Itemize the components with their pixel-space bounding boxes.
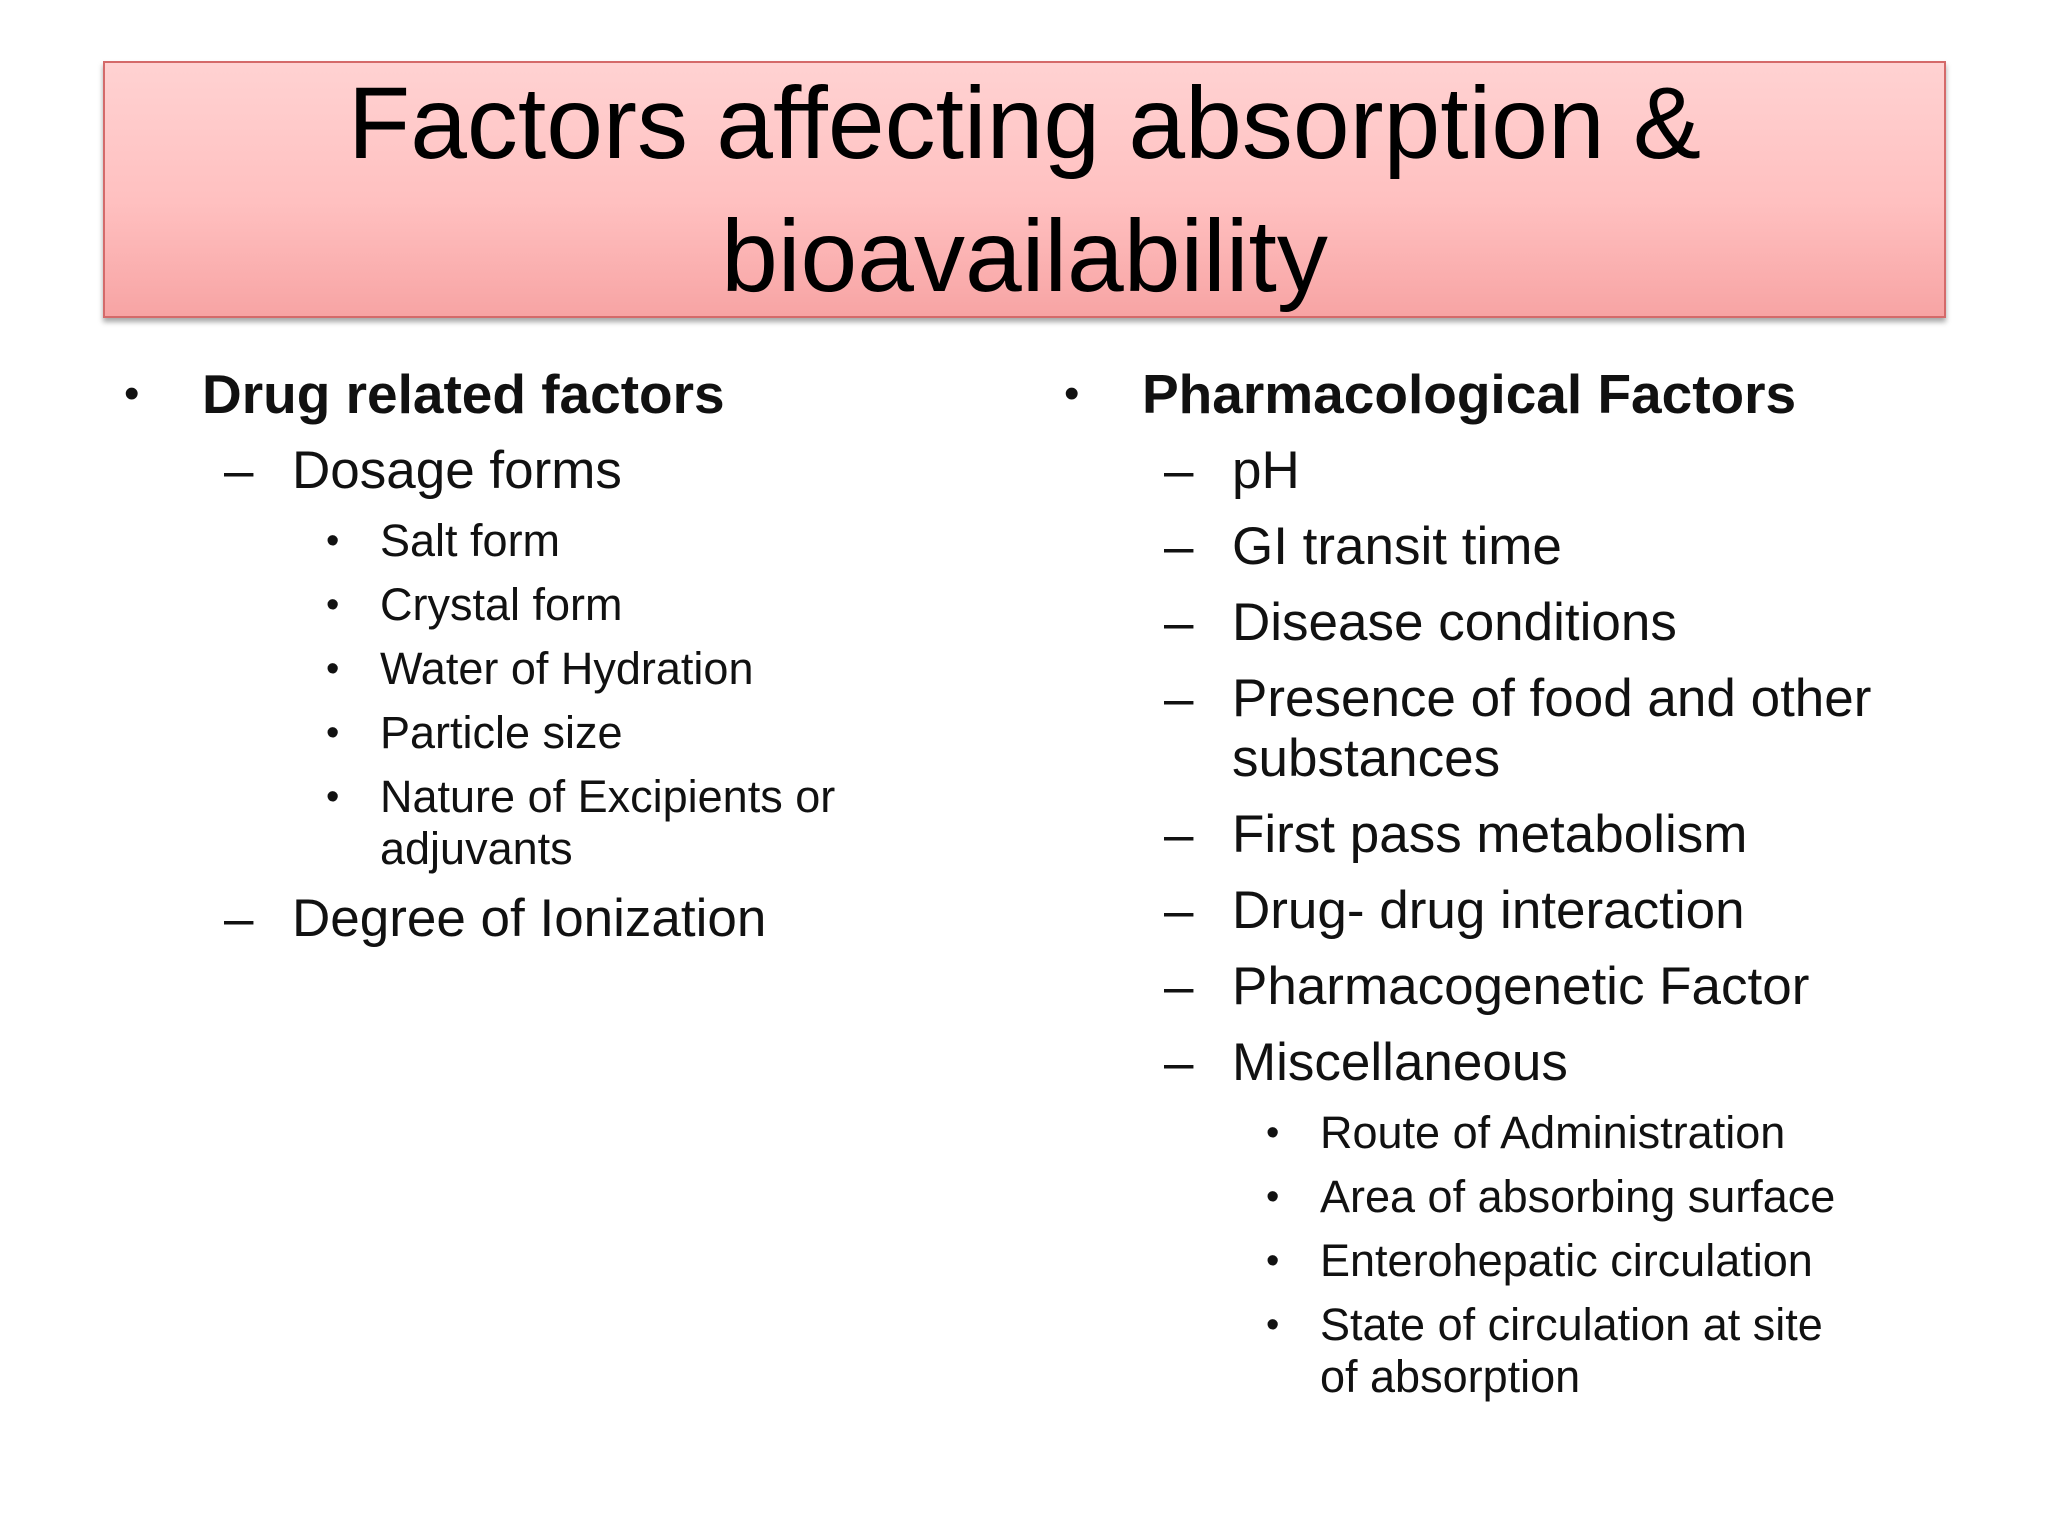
right-heading: Pharmacological Factors	[1142, 363, 1797, 425]
bullet-icon: •	[326, 520, 340, 562]
list-item-label: Presence of food and other substances	[1232, 669, 1872, 788]
dash-icon: –	[1164, 805, 1194, 864]
sub-list-item-label: State of circulation at site of absorption	[1320, 1299, 1823, 1402]
bullet-icon: •	[1266, 1176, 1280, 1218]
list-item-label: Drug- drug interaction	[1232, 881, 1745, 940]
sub-list-item-label: Crystal form	[380, 579, 623, 630]
list-item	[1060, 585, 1960, 661]
sub-list-item-label: Enterohepatic circulation	[1320, 1235, 1813, 1286]
list-item-label: First pass metabolism	[1232, 805, 1748, 864]
list-item	[1060, 661, 1960, 797]
right-heading-item	[1060, 355, 1960, 433]
list-item-label: Miscellaneous	[1232, 1033, 1568, 1092]
sub-list-item-label: Salt form	[380, 515, 561, 566]
list-item	[1060, 433, 1960, 509]
list-item	[120, 433, 1020, 509]
list-item	[120, 881, 1020, 957]
list-item-label: Degree of Ionization	[292, 889, 767, 948]
sub-list-item	[120, 573, 1020, 637]
sub-list-item	[1060, 1101, 1960, 1165]
sub-list-item-label: Particle size	[380, 707, 623, 758]
dash-icon: –	[1164, 881, 1194, 940]
dash-icon: –	[1164, 517, 1194, 576]
bullet-icon: •	[326, 648, 340, 690]
list-item	[1060, 873, 1960, 949]
sub-list-item-label: Route of Administration	[1320, 1107, 1786, 1158]
bullet-icon: •	[1064, 369, 1080, 418]
right-column	[1060, 355, 1960, 1409]
sub-list-item-label: Water of Hydration	[380, 643, 754, 694]
bullet-icon: •	[1266, 1304, 1280, 1346]
bullet-icon: •	[326, 776, 340, 818]
list-item	[1060, 949, 1960, 1025]
bullet-icon: •	[326, 584, 340, 626]
dash-icon: –	[224, 441, 254, 500]
sub-list-item	[120, 637, 1020, 701]
dash-icon: –	[1164, 593, 1194, 652]
bullet-icon: •	[326, 712, 340, 754]
slide-title: Factors affecting absorption & bioavailability	[347, 65, 1702, 313]
list-item-label: pH	[1232, 441, 1300, 500]
dash-icon: –	[224, 889, 254, 948]
sub-list-item	[1060, 1293, 1960, 1409]
slide-title-box	[103, 61, 1946, 318]
dash-icon: –	[1164, 669, 1194, 728]
sub-list-item	[1060, 1165, 1960, 1229]
list-item-label: Disease conditions	[1232, 593, 1677, 652]
list-item	[1060, 509, 1960, 585]
sub-list-item	[120, 701, 1020, 765]
sub-list-item-label: Nature of Excipients or adjuvants	[380, 771, 836, 874]
left-column	[120, 355, 1020, 957]
bullet-icon: •	[1266, 1112, 1280, 1154]
sub-list-item-label: Area of absorbing surface	[1320, 1171, 1836, 1222]
bullet-icon: •	[124, 369, 140, 418]
list-item-label: Dosage forms	[292, 441, 622, 500]
left-heading-item	[120, 355, 1020, 433]
left-heading: Drug related factors	[202, 363, 725, 425]
sub-list-item	[1060, 1229, 1960, 1293]
bullet-icon: •	[1266, 1240, 1280, 1282]
dash-icon: –	[1164, 957, 1194, 1016]
right-item-list	[1060, 433, 1960, 1409]
list-item-label: Pharmacogenetic Factor	[1232, 957, 1810, 1016]
dash-icon: –	[1164, 1033, 1194, 1092]
list-item	[1060, 797, 1960, 873]
left-item-list	[120, 433, 1020, 957]
dash-icon: –	[1164, 441, 1194, 500]
sub-list-item	[120, 509, 1020, 573]
sub-list-item	[120, 765, 1020, 881]
list-item-label: GI transit time	[1232, 517, 1562, 576]
list-item	[1060, 1025, 1960, 1101]
